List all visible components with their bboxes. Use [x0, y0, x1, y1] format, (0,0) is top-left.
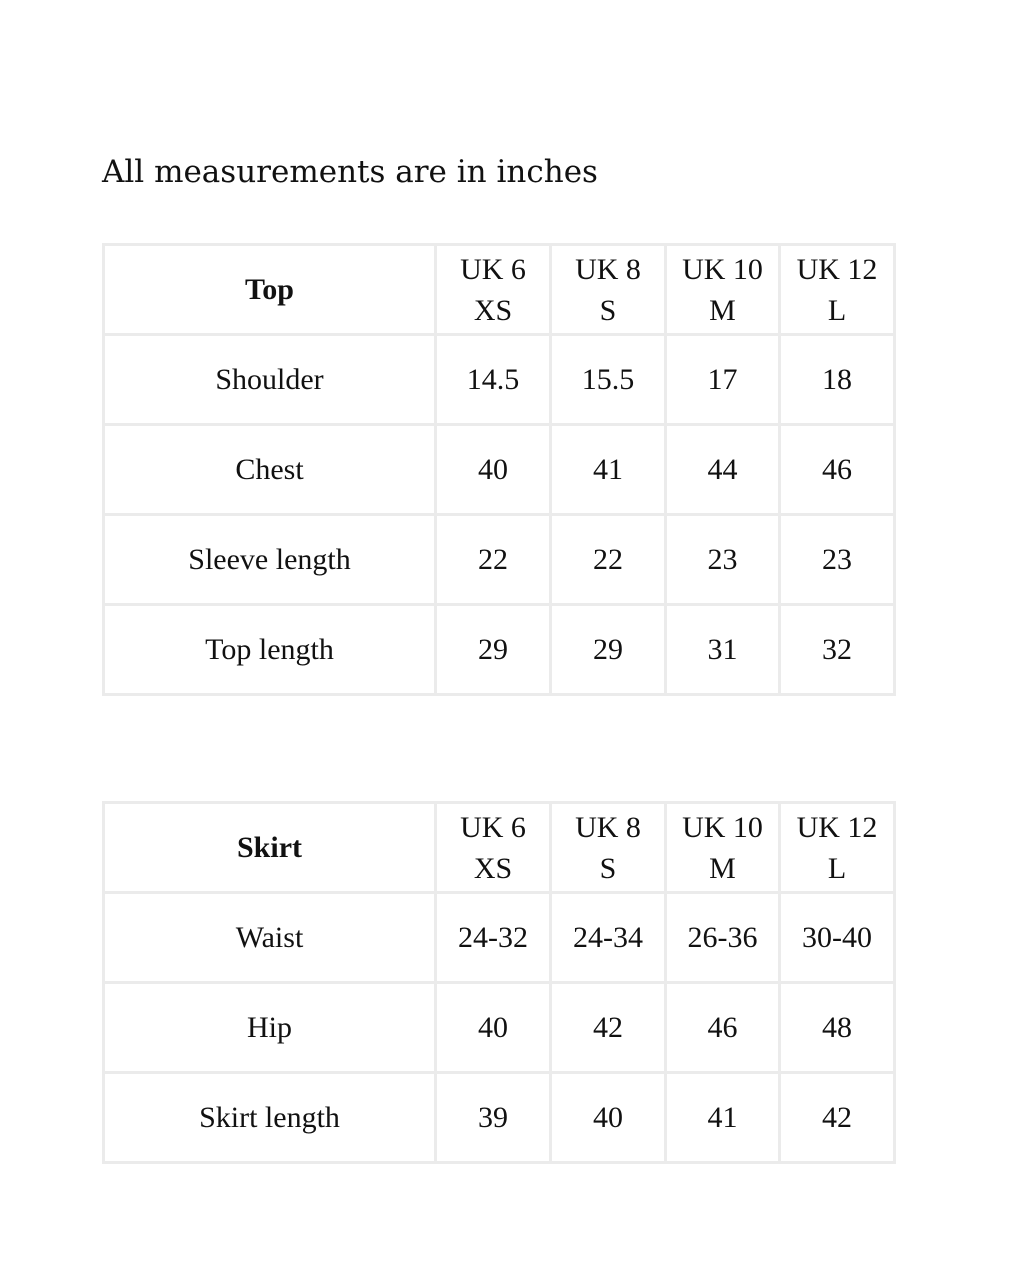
table-cell: 23: [780, 515, 895, 605]
row-label: Sleeve length: [104, 515, 436, 605]
table-title: Top: [104, 245, 436, 335]
table-cell: 14.5: [436, 335, 551, 425]
table-cell: 29: [551, 605, 666, 695]
table-cell: 31: [666, 605, 780, 695]
table-cell: 32: [780, 605, 895, 695]
table-row: [104, 335, 895, 425]
table-cell: 40: [436, 425, 551, 515]
table-cell: 22: [436, 515, 551, 605]
size-letter: L: [827, 293, 847, 327]
row-label: Skirt length: [104, 1073, 436, 1163]
size-letter: XS: [473, 293, 513, 327]
table-header-row: [104, 803, 895, 893]
size-letter: L: [827, 851, 847, 885]
size-header: [551, 803, 666, 893]
size-uk: UK 12: [796, 252, 878, 286]
table-cell: 17: [666, 335, 780, 425]
size-header: [436, 245, 551, 335]
table-row: [104, 893, 895, 983]
skirt-size-table: [102, 801, 896, 1164]
table-cell: 18: [780, 335, 895, 425]
row-label: Top length: [104, 605, 436, 695]
size-header: [551, 245, 666, 335]
table-row: [104, 515, 895, 605]
top-size-table: [102, 243, 896, 696]
table-cell: 29: [436, 605, 551, 695]
size-letter: S: [599, 851, 617, 885]
table-cell: 30-40: [780, 893, 895, 983]
size-uk: UK 10: [682, 252, 763, 286]
size-header: [780, 803, 895, 893]
size-uk: UK 10: [682, 810, 763, 844]
row-label: Hip: [104, 983, 436, 1073]
table-cell: 46: [666, 983, 780, 1073]
size-letter: M: [709, 851, 736, 885]
table-cell: 44: [666, 425, 780, 515]
size-letter: S: [599, 293, 617, 327]
table-row: [104, 425, 895, 515]
size-header: [780, 245, 895, 335]
table-title: Skirt: [104, 803, 436, 893]
table-cell: 26-36: [666, 893, 780, 983]
table-row: [104, 983, 895, 1073]
table-cell: 41: [666, 1073, 780, 1163]
table-header-row: [104, 245, 895, 335]
row-label: Waist: [104, 893, 436, 983]
table-cell: 41: [551, 425, 666, 515]
table-cell: 48: [780, 983, 895, 1073]
measurement-note: All measurements are in inches: [102, 154, 598, 190]
table-cell: 39: [436, 1073, 551, 1163]
size-uk: UK 12: [796, 810, 878, 844]
size-header: [666, 245, 780, 335]
row-label: Chest: [104, 425, 436, 515]
table-cell: 40: [551, 1073, 666, 1163]
table-row: [104, 1073, 895, 1163]
size-uk: UK 8: [575, 252, 641, 286]
table-cell: 42: [551, 983, 666, 1073]
table-cell: 22: [551, 515, 666, 605]
table-cell: 15.5: [551, 335, 666, 425]
row-label: Shoulder: [104, 335, 436, 425]
size-uk: UK 6: [460, 252, 526, 286]
table-cell: 24-32: [436, 893, 551, 983]
table-cell: 46: [780, 425, 895, 515]
table-cell: 42: [780, 1073, 895, 1163]
table-row: [104, 605, 895, 695]
table-cell: 24-34: [551, 893, 666, 983]
table-cell: 40: [436, 983, 551, 1073]
table-cell: 23: [666, 515, 780, 605]
size-letter: XS: [473, 851, 513, 885]
size-header: [666, 803, 780, 893]
size-letter: M: [709, 293, 736, 327]
size-uk: UK 6: [460, 810, 526, 844]
size-header: [436, 803, 551, 893]
size-uk: UK 8: [575, 810, 641, 844]
